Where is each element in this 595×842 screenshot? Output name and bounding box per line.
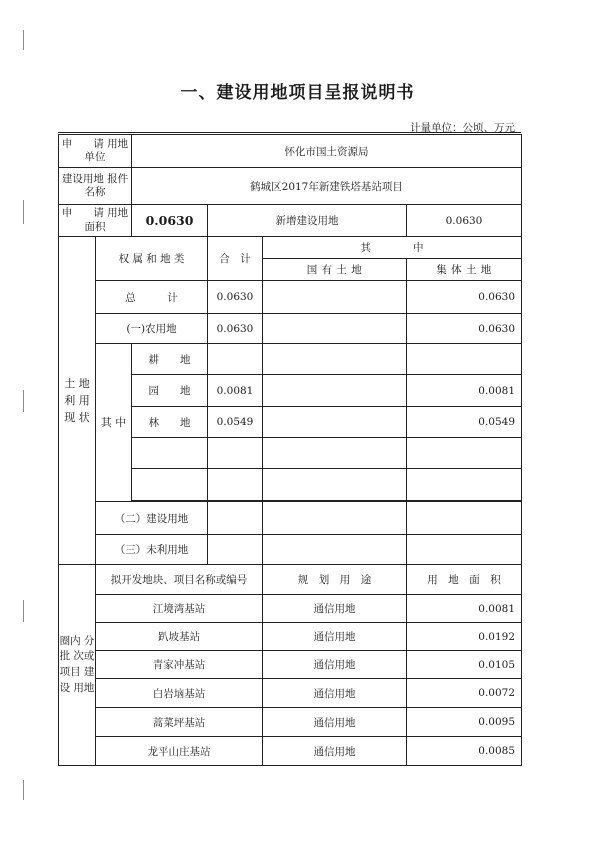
among-vertical-label: 其 中 [96,344,132,502]
forest-row-collective: 0.0549 [407,407,522,438]
among-header: 其 中 [263,237,522,259]
state-land-header: 国 有 土 地 [263,259,407,281]
total-row-total: 0.0630 [208,281,263,314]
agri-row-state [263,314,407,344]
total-row-state [263,281,407,314]
punch-mark [23,390,24,412]
agri-row-collective: 0.0630 [407,314,522,344]
garden-row-label: 园 地 [132,375,208,407]
agri-row-total: 0.0630 [208,314,263,344]
plot-name: 白岩垴基站 [96,679,263,708]
project-value: 鹤城区2017年新建铁塔基站项目 [132,168,522,205]
blank-row-collective [407,438,522,469]
plot-use: 通信用地 [263,595,407,623]
plot-name-header: 拟开发地块、项目名称或编号 [96,565,263,595]
plots-section-label: 圈内 分批 次或 项目 建设 用地 [59,565,96,766]
plot-name: 蒿菜坪基站 [96,708,263,737]
new-construction-value: 0.0630 [407,205,522,237]
plot-use: 通信用地 [263,623,407,651]
unused-row-total [208,535,263,565]
page-title: 一、建设用地项目呈报说明书 [180,83,415,103]
application-form [58,134,522,766]
plot-area: 0.0095 [407,708,522,737]
construction-row-total [208,502,263,535]
category-header: 权 属 和 地 类 [96,237,208,281]
plot-use: 通信用地 [263,737,407,766]
blank-row-state [263,469,407,501]
blank-row-state [263,438,407,469]
plot-area: 0.0081 [407,595,522,623]
blank-row-collective [407,469,522,501]
blank-row-total [208,469,263,501]
applicant-value: 怀化市国土资源局 [132,135,522,168]
plot-area: 0.0192 [407,623,522,651]
garden-row-total: 0.0081 [208,375,263,407]
construction-row-collective [407,502,522,535]
plot-use: 通信用地 [263,651,407,679]
unused-row-state [263,535,407,565]
total-row-collective: 0.0630 [407,281,522,314]
unit-note: 计量单位：公顷、万元 [410,122,515,134]
total-row-label: 总 计 [96,281,208,314]
construction-row-state [263,502,407,535]
punch-mark [23,200,24,224]
plot-use: 通信用地 [263,679,407,708]
punch-mark [23,30,24,50]
forest-row-total: 0.0549 [208,407,263,438]
new-construction-label: 新增建设用地 [208,205,407,237]
unused-row-collective [407,535,522,565]
plot-name: 江境湾基站 [96,595,263,623]
plot-area-header: 用 地 面 积 [407,565,522,595]
garden-row-state [263,375,407,407]
forest-row-state [263,407,407,438]
project-label: 建设用地 报件名称 [59,168,132,205]
plot-use: 通信用地 [263,708,407,737]
blank-row-total [208,438,263,469]
top-rule [58,132,521,133]
punch-mark [23,600,24,622]
area-label: 申 请 用地面积 [59,205,132,237]
plot-area: 0.0105 [407,651,522,679]
plot-area: 0.0072 [407,679,522,708]
area-value: 0.0630 [132,205,208,237]
farm-row-collective [407,344,522,375]
garden-row-collective: 0.0081 [407,375,522,407]
punch-mark [23,780,24,800]
plot-area: 0.0085 [407,737,522,766]
plot-name: 龙平山庄基站 [96,737,263,766]
farm-row-total [208,344,263,375]
farm-row-label: 耕 地 [132,344,208,375]
blank-row-label [132,469,208,501]
blank-row-label [132,438,208,469]
plot-use-header: 规 划 用 途 [263,565,407,595]
plot-name: 趴坡基站 [96,623,263,651]
construction-row-label: （二）建设用地 [96,502,208,535]
forest-row-label: 林 地 [132,407,208,438]
agri-row-label: (一)农用地 [96,314,208,344]
farm-row-state [263,344,407,375]
land-use-section-label: 土 地 利 用 现 状 [59,237,96,565]
total-header: 合 计 [208,237,263,281]
applicant-label: 申 请 用地单位 [59,135,132,168]
unused-row-label: （三）未利用地 [96,535,208,565]
plot-name: 青家冲基站 [96,651,263,679]
collective-land-header: 集 体 土 地 [407,259,522,281]
